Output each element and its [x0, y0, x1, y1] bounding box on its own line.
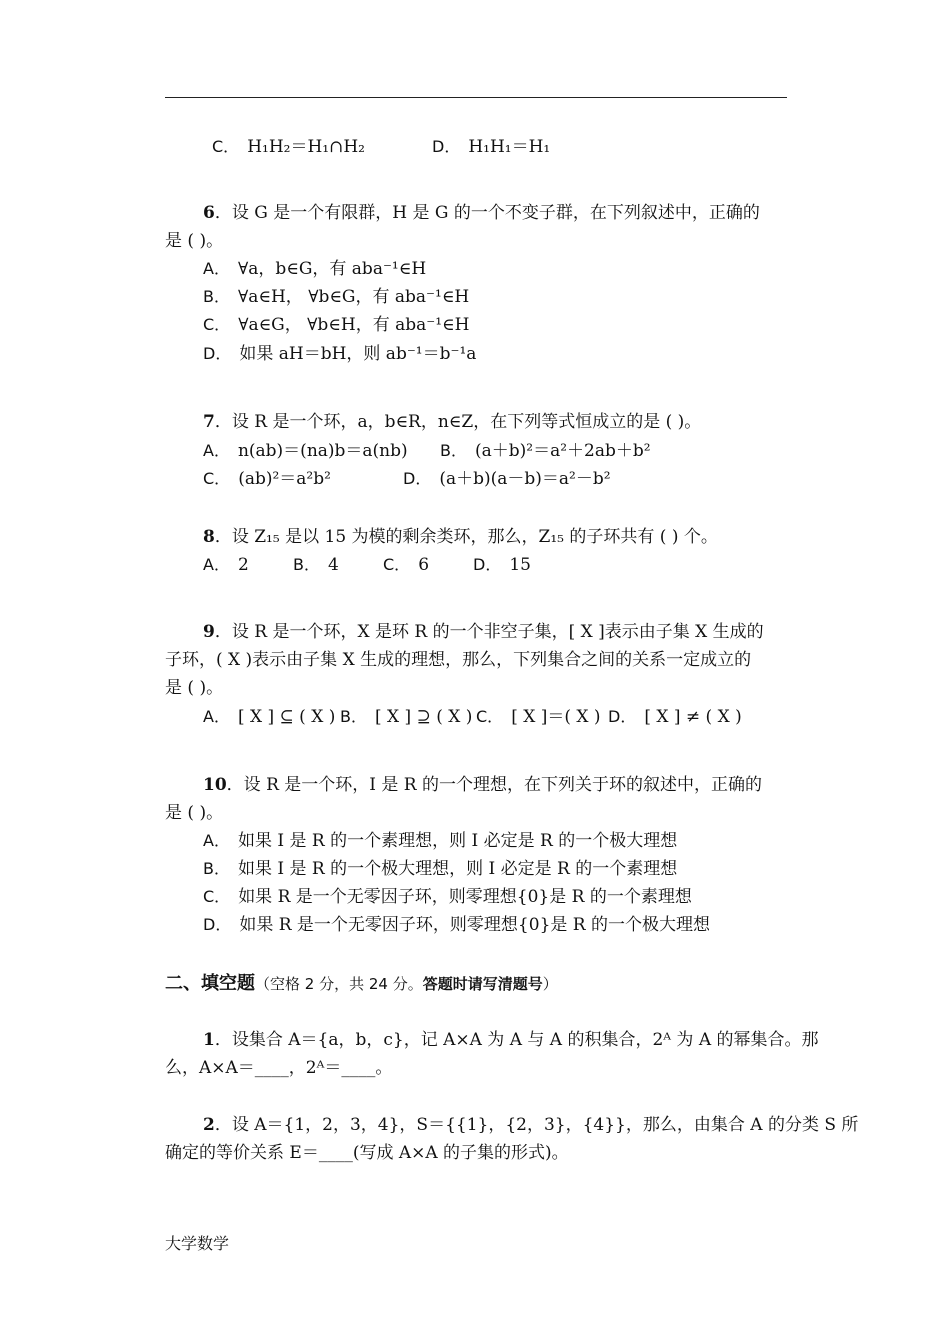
q8-stem: 8．设 Z₁₅ 是以 15 为模的剩余类环，那么，Z₁₅ 的子环共有 ( ) 个。 [203, 527, 718, 547]
q9-stem-line1: 9．设 R 是一个环，X 是环 R 的一个非空子集，[ X ]表示由子集 X 生成的 [203, 622, 764, 642]
q9-option-a: A． [ X ] ⊆ ( X ) [203, 707, 336, 727]
q5-option-d: D． H₁H₁＝H₁ [432, 137, 551, 157]
q6-stem-line2: 是 ( )。 [165, 231, 224, 251]
q10-option-c: C． 如果 R 是一个无零因子环，则零理想{0}是 R 的一个素理想 [203, 887, 692, 907]
f2-line1: 2．设 A＝{1，2，3，4}，S＝{{1}，{2，3}，{4}}，那么，由集合 A 的分类 S 所 [203, 1115, 859, 1135]
q6-option-a: A． ∀a，b∈G，有 aba⁻¹∈H [203, 259, 427, 279]
q10-stem-line2: 是 ( )。 [165, 803, 224, 823]
q7-option-b: B． (a＋b)²＝a²＋2ab＋b² [440, 441, 651, 461]
header-rule [165, 97, 787, 98]
q7-option-a: A． n(ab)＝(na)b＝a(nb) [203, 441, 408, 461]
q9-stem-line3: 是 ( )。 [165, 678, 224, 698]
q10-option-d: D． 如果 R 是一个无零因子环，则零理想{0}是 R 的一个极大理想 [203, 915, 710, 935]
q10-option-b: B． 如果 I 是 R 的一个极大理想，则 I 必定是 R 的一个素理想 [203, 859, 678, 879]
q6-option-c: C． ∀a∈G， ∀b∈H，有 aba⁻¹∈H [203, 315, 470, 335]
q6-stem-line1: 6．设 G 是一个有限群，H 是 G 的一个不变子群，在下列叙述中，正确的 [203, 203, 760, 223]
q6-option-b: B． ∀a∈H， ∀b∈G，有 aba⁻¹∈H [203, 287, 470, 307]
q9-option-d: D． [ X ] ≠ ( X ) [608, 707, 742, 727]
page-footer: 大学数学 [165, 1234, 230, 1253]
f1-line2: 么，A×A＝____，2ᴬ＝____。 [165, 1058, 393, 1078]
f2-line2: 确定的等价关系 E＝____(写成 A×A 的子集的形式)。 [165, 1143, 569, 1163]
q8-option-b: B． 4 [293, 555, 339, 575]
q7-option-d: D． (a＋b)(a－b)＝a²－b² [403, 469, 611, 489]
q8-option-d: D． 15 [473, 555, 531, 575]
q9-stem-line2: 子环，( X )表示由子集 X 生成的理想，那么，下列集合之间的关系一定成立的 [165, 650, 752, 670]
q9-option-b: B． [ X ] ⊇ ( X ) [340, 707, 473, 727]
q8-option-a: A． 2 [203, 555, 249, 575]
section2-heading: 二、填空题（空格 2 分，共 24 分。答题时请写清题号） [165, 973, 558, 994]
q7-stem: 7．设 R 是一个环，a，b∈R，n∈Z，在下列等式恒成立的是 ( )。 [203, 412, 702, 432]
q10-option-a: A． 如果 I 是 R 的一个素理想，则 I 必定是 R 的一个极大理想 [203, 831, 678, 851]
q6-option-d: D． 如果 aH＝bH，则 ab⁻¹＝b⁻¹a [203, 344, 477, 364]
q10-stem-line1: 10．设 R 是一个环，I 是 R 的一个理想，在下列关于环的叙述中，正确的 [203, 775, 763, 795]
q8-option-c: C． 6 [383, 555, 430, 575]
f1-line1: 1．设集合 A＝{a，b，c}，记 A×A 为 A 与 A 的积集合，2ᴬ 为 A 的幂集合。那 [203, 1030, 819, 1050]
q5-option-c: C． H₁H₂＝H₁∩H₂ [212, 137, 365, 157]
q9-option-c: C． [ X ]＝( X ) [476, 707, 601, 727]
q7-option-c: C． (ab)²＝a²b² [203, 469, 331, 489]
